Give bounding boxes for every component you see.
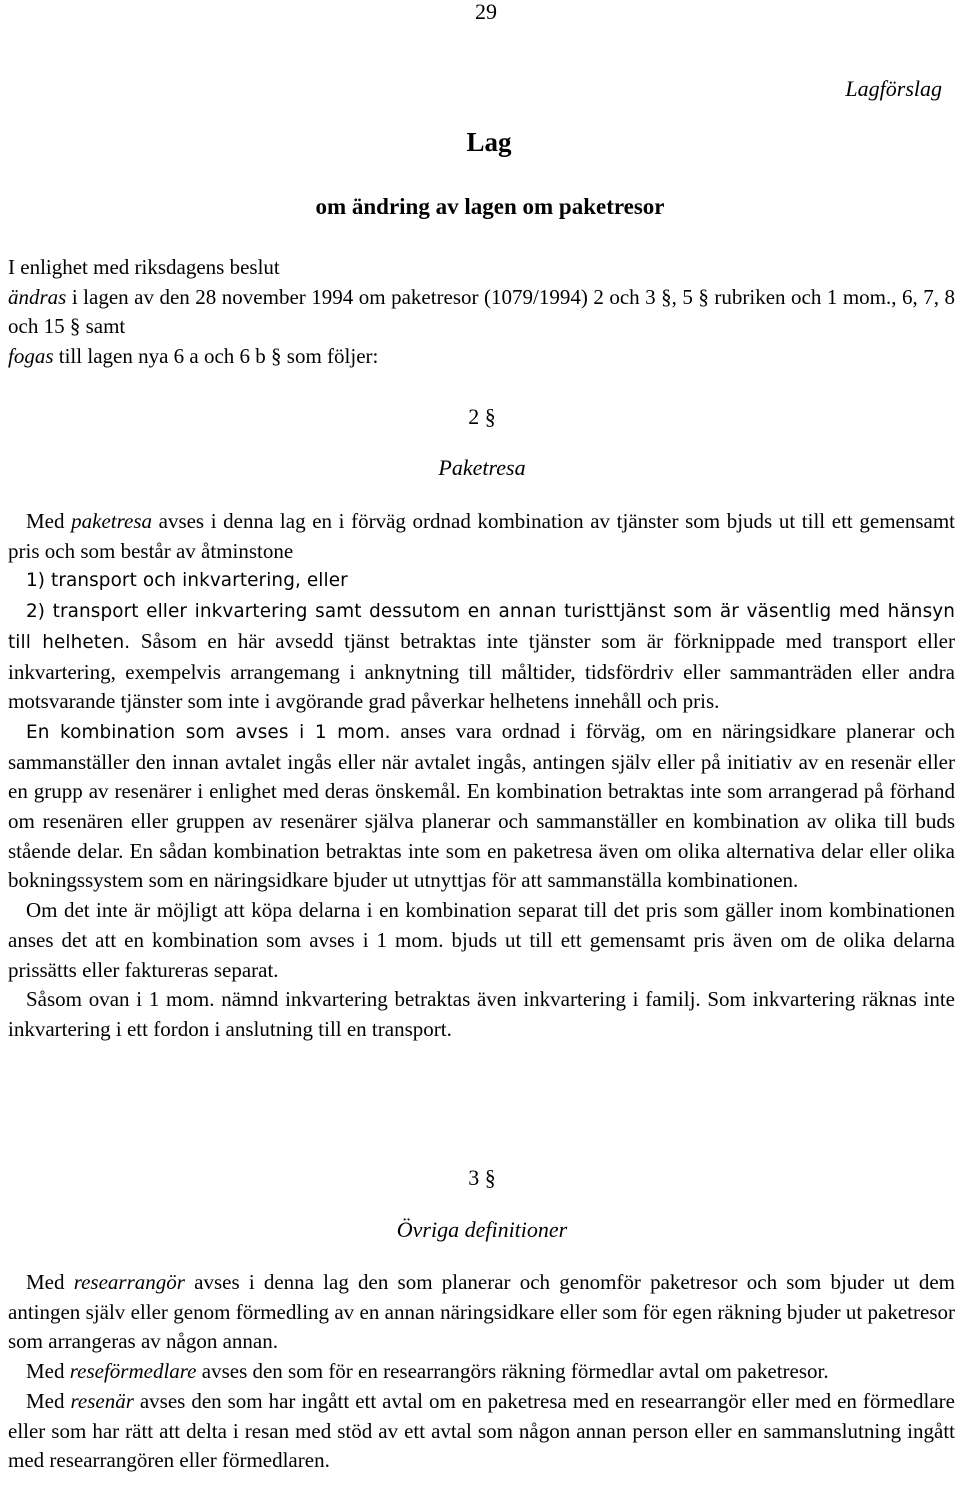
section-3-term-resenar: resenär: [70, 1388, 134, 1413]
preamble-line-2-text: i lagen av den 28 november 1994 om paketresor (1079/1994) 2 och 3 §, 5 § rubriken och 1 mom., 6, 7, 8 och 15 § samt: [8, 284, 955, 339]
preamble-line-2: [8, 283, 955, 342]
section-2-paragraph-1: [8, 507, 955, 566]
section-3-number: 3 §: [468, 1165, 496, 1190]
section-3-term-researrangor: researrangör: [73, 1270, 185, 1294]
section-3-p1-lead: Med: [26, 1270, 74, 1294]
preamble-line-3: [8, 342, 955, 372]
section-2-p1-lead: Med: [26, 509, 72, 533]
section-2-item-2: 2) transport eller inkvartering samt dessutom en annan turisttjänst som är väsentlig med hänsyn till helheten.: [8, 601, 955, 653]
section-2-title: Paketresa: [438, 455, 526, 480]
section-3-paragraph-3: [8, 1387, 955, 1476]
section-2-term-paketresa: paketresa: [71, 509, 152, 533]
preamble-line-3-text: till lagen nya 6 a och 6 b § som följer:: [53, 344, 379, 369]
section-3-p2-text: avses den som för en researrangörs räkning förmedlar avtal om paketresor.: [196, 1359, 829, 1384]
section-3-p3-text: avses den som har ingått ett avtal om en paketresa med en researrangör eller med en förmedlare eller som har rätt att delta i resan med stöd av ett avtal som någon annan person eller en sammanslutning ingått med researrangören eller förmedlaren.: [8, 1388, 955, 1473]
preamble: [8, 253, 955, 372]
preamble-italic-andras: ändras: [8, 284, 67, 309]
section-3-p2-lead: Med: [26, 1359, 70, 1384]
section-3-p3-lead: Med: [26, 1388, 71, 1413]
section-2-paragraph-4: Såsom ovan i 1 mom. nämnd inkvartering betraktas även inkvartering i familj. Som inkvartering räknas inte inkvartering i ett fordon i anslutning till en transport.: [8, 987, 955, 1041]
section-2-p1-text: avses i denna lag en i förväg ordnad kombination av tjänster som bjuds ut till ett gemensamt pris och som består av åtminstone: [8, 509, 956, 563]
section-2-item-2-paragraph: [8, 596, 955, 717]
section-3-paragraph-1: [8, 1268, 955, 1357]
page-number: 29: [475, 0, 497, 24]
section-3-title: Övriga definitioner: [396, 1217, 568, 1242]
section-2-number: 2 §: [468, 404, 496, 429]
section-2-paragraph-3: Om det inte är möjligt att köpa delarna i en kombination separat till det pris som gäller inom kombinationen anses det att en kombination som avses i 1 mom. bjuds ut till ett gemensamt pris även om de olika delarna prissätts eller faktureras separat.: [8, 898, 955, 982]
section-2-item-1: 1) transport och inkvartering, eller: [26, 570, 348, 592]
section-3-body: [8, 1268, 955, 1476]
section-2-paragraph-2: [8, 717, 955, 896]
header-label: Lagförslag: [845, 76, 942, 101]
preamble-italic-fogas: fogas: [8, 344, 54, 369]
section-3-term-reseformedlare: reseförmedlare: [69, 1359, 197, 1384]
section-2-body: [8, 507, 955, 1045]
section-3-paragraph-2: [8, 1357, 955, 1387]
section-3-p1-text: avses i denna lag den som planerar och genomför paketresor och som bjuder ut dem antingen själv eller genom förmedling av en annan näringsidkare eller som för egen räkning bjuder ut paketresor som arrangeras av någon annan.: [8, 1270, 955, 1354]
section-2-p2-lead: En kombination som avses i 1 mom.: [26, 721, 391, 743]
law-subtitle: om ändring av lagen om paketresor: [315, 194, 665, 219]
section-2-item-2-continuation: Såsom en här avsedd tjänst betraktas inte tjänster som är förknippade med transport eller inkvartering, exempelvis arrangemang i anknytning till måltider, tidsfördriv eller sammanträden eller andra motsvarande tjänster som inte i avgörande grad påverkar helhetens innehåll och pris.: [8, 628, 955, 714]
section-2-p2-text: anses vara ordnad i förväg, om en näringsidkare planerar och sammanställer den innan avtalet ingås eller när avtalet ingås, antingen själv eller på initiativ av en resenär eller en grupp av resenärer i enlighet med deras önskemål. En kombination betraktas inte som arrangerad på förhand om resenären eller gruppen av resenärer själva planerar och sammanställer en kombination av olika till buds stående delar. En sådan kombination betraktas inte som en paketresa även om olika alternativa delar eller olika bokningssystem som en näringsidkare bjuder ut utnyttjas för att sammanställa kombinationen.: [8, 718, 955, 893]
law-title: Lag: [466, 127, 512, 157]
preamble-line-1: I enlighet med riksdagens beslut: [8, 255, 280, 279]
